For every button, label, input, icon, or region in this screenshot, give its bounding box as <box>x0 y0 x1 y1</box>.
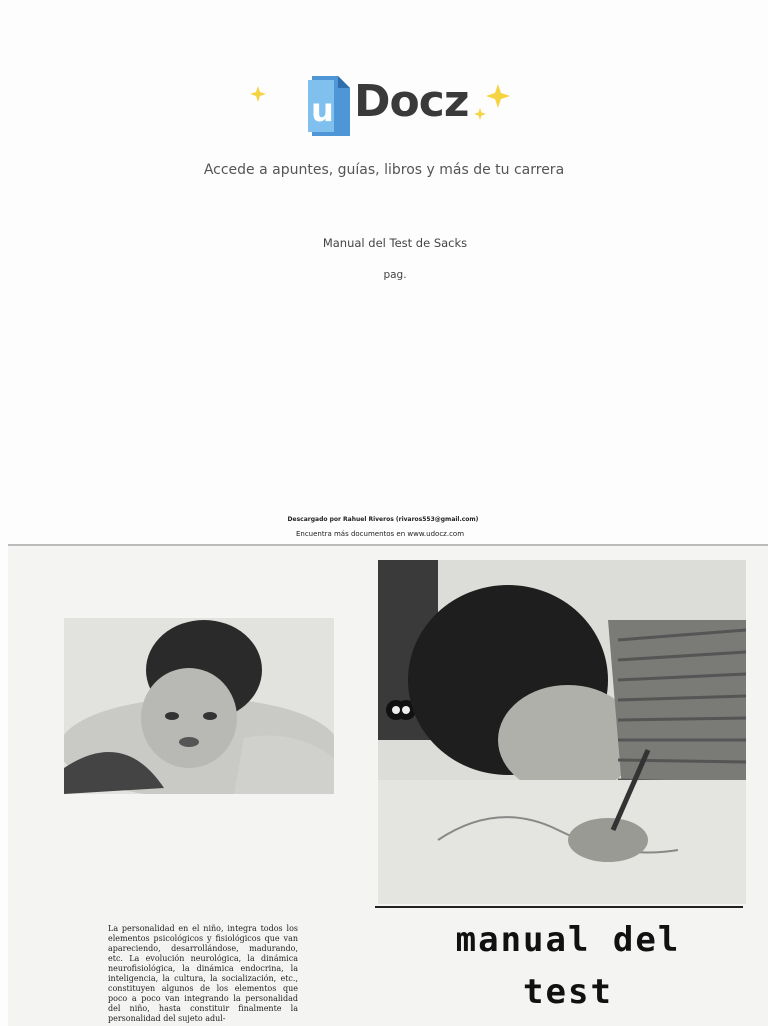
cover-divider <box>375 906 743 908</box>
more-documents-link[interactable]: Encuentra más documentos en www.udocz.com <box>295 530 465 538</box>
sparkle-icon <box>474 108 486 120</box>
svg-text:u: u <box>311 91 334 129</box>
sparkle-icon <box>250 86 266 102</box>
child-drawing-photo <box>378 560 746 904</box>
cover-title-line2: test <box>523 972 613 1012</box>
article-body-text: La personalidad en el niño, integra todos los elementos psicológicos y fisiológicos que van apareciendo, desarrollándose, madurando, etc. La evolución neurológica, la dinámica neurofisiológica, la dinámica endocrina, la inteligencia, la cultura, la socialización, etc., constituyen algunos de los elementos que poco a poco van integrando la personalidad del niño, hasta constituir finalmente la personalidad del sujeto adul- <box>108 924 298 1023</box>
udocz-document-icon <box>308 74 352 138</box>
scanned-page <box>8 544 768 1026</box>
brand-name: Docz <box>354 76 469 127</box>
udocz-logo[interactable] <box>250 70 520 142</box>
sparkle-icon <box>486 84 510 108</box>
downloaded-by-notice: Descargado por Rahuel Riveros (rivaros553@gmail.com) <box>287 516 479 523</box>
page-label: pag. <box>383 269 407 281</box>
cover-title-line1: manual del <box>455 920 681 960</box>
tagline: Accede a apuntes, guías, libros y más de tu carrera <box>203 162 565 178</box>
cover-title <box>438 914 698 1018</box>
document-title: Manual del Test de Sacks <box>322 236 468 250</box>
baby-photo <box>64 618 334 794</box>
